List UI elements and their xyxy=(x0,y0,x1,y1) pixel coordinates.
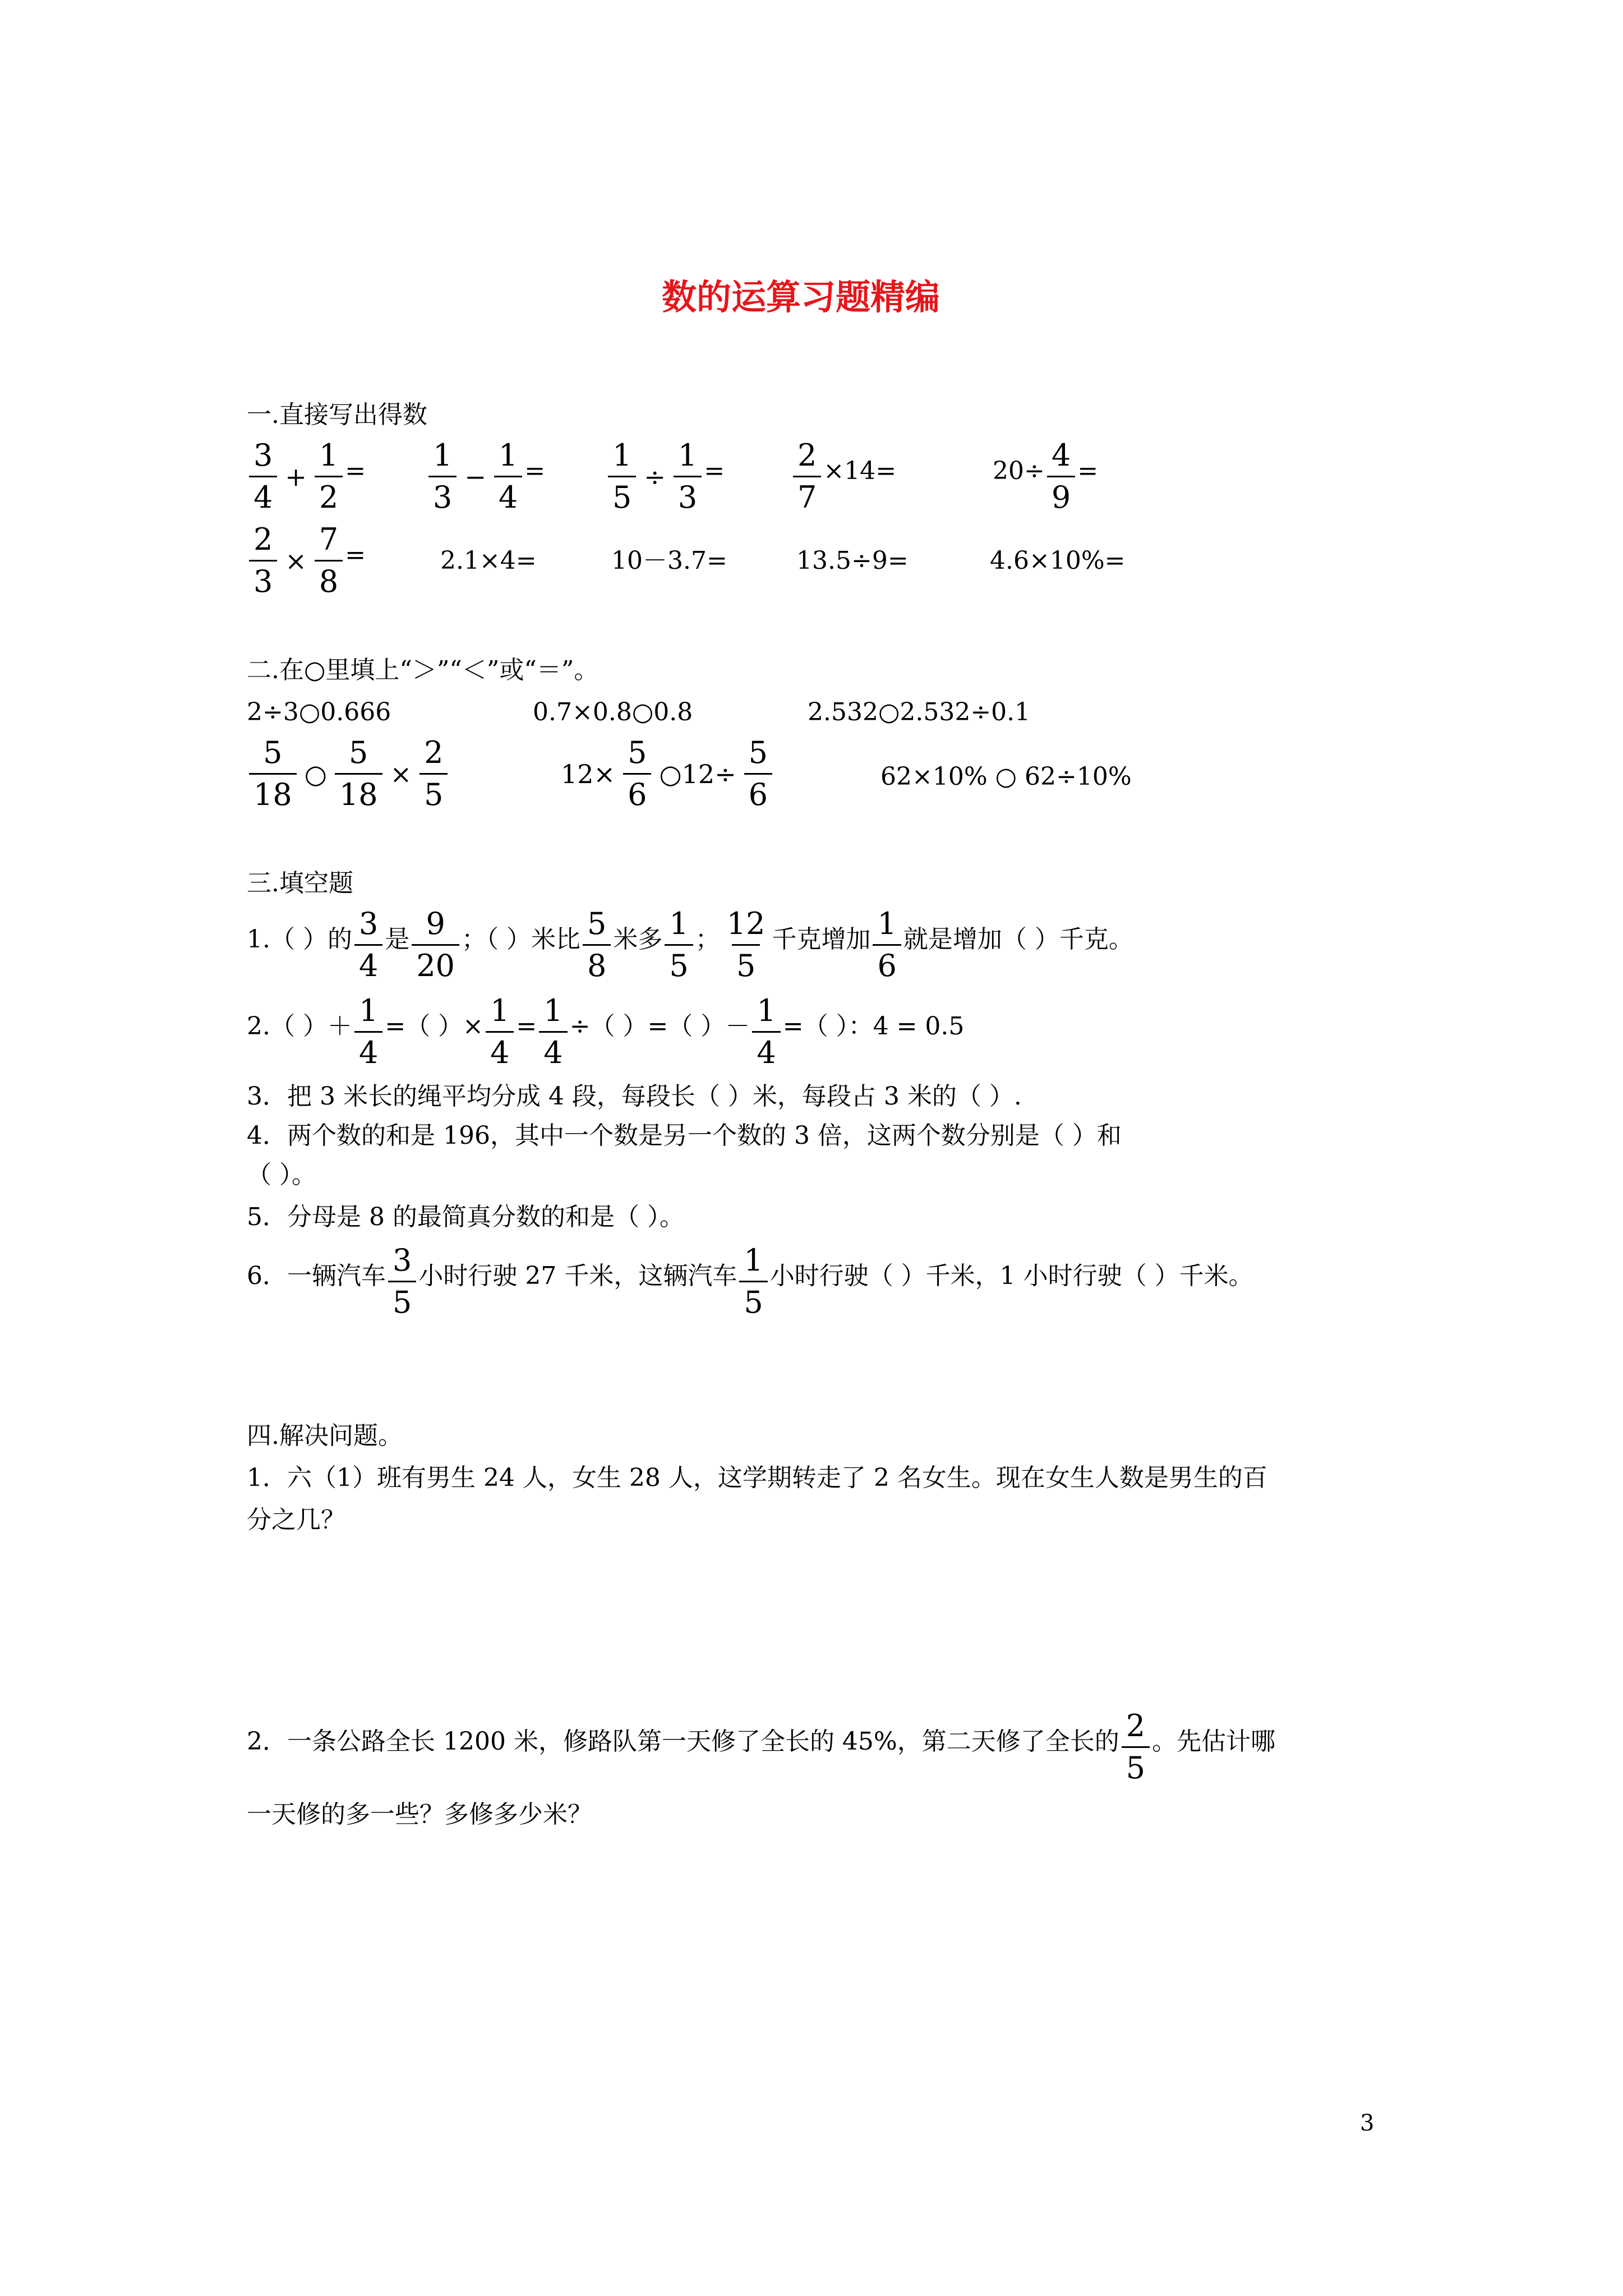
fill-question-4: 4．两个数的和是 196，其中一个数是另一个数的 3 倍，这两个数分别是（ ）和 xyxy=(247,1121,1122,1150)
question-text: 6．一辆汽车 xyxy=(247,1262,386,1290)
equals: = xyxy=(345,457,366,485)
question-text: ； xyxy=(695,925,720,954)
calc-item-5 xyxy=(993,438,1098,516)
expression-lead: 20÷ xyxy=(993,457,1045,485)
problem-1: 1．六（1）班有男生 24 人，女生 28 人，这学期转走了 2 名女生。现在女生人数是男生的百 xyxy=(247,1464,1267,1492)
operator: × xyxy=(285,545,307,576)
operator: − xyxy=(464,461,486,492)
fill-question-5: 5．分母是 8 的最简真分数的和是（ ）。 xyxy=(247,1203,684,1231)
question-text: 小时行驶 27 千米，这辆汽车 xyxy=(418,1262,737,1290)
section-1-heading: 一.直接写出得数 xyxy=(247,401,427,429)
fraction: $\frac{5}{6}$ xyxy=(744,735,772,813)
fraction: $\frac{1}{3}$ xyxy=(428,438,457,516)
compare-item-6: 62×10% ○ 62÷10% xyxy=(880,762,1132,791)
fraction: $\frac{3}{4}$ xyxy=(354,906,382,984)
fraction: $\frac{7}{8}$ xyxy=(315,522,343,600)
section-3-heading: 三.填空题 xyxy=(247,869,353,898)
calc-item-1 xyxy=(247,438,366,516)
fill-question-2 xyxy=(247,993,964,1071)
fill-question-1 xyxy=(247,906,1133,984)
page-number: 3 xyxy=(1360,2110,1375,2136)
question-text: =（ ）：4 = 0.5 xyxy=(782,1012,965,1041)
question-text: 米多 xyxy=(613,925,663,954)
question-text: 千克增加 xyxy=(772,925,871,954)
fraction: $\frac{1}{4}$ xyxy=(494,438,522,516)
question-text: ；（ ）米比 xyxy=(462,925,581,954)
compare-item-4 xyxy=(247,735,450,813)
expression-lead: 12× xyxy=(561,758,616,789)
fill-question-4-cont: （ ）。 xyxy=(247,1161,316,1189)
operator: × xyxy=(390,758,412,789)
fraction: $\frac{3}{4}$ xyxy=(249,438,277,516)
fraction: $\frac{1}{5}$ xyxy=(608,438,636,516)
fraction: $\frac{2}{5}$ xyxy=(1122,1708,1150,1786)
question-text: = xyxy=(516,1012,537,1041)
question-text: =（ ）× xyxy=(385,1012,484,1041)
fill-question-3: 3．把 3 米长的绳平均分成 4 段，每段长（ ）米，每段占 3 米的（ ）. xyxy=(247,1082,1022,1111)
calc-item-4 xyxy=(791,438,896,516)
fill-question-6 xyxy=(247,1243,1253,1320)
compare-item-2: 0.7×0.8○0.8 xyxy=(533,698,693,726)
expression-tail: ×14= xyxy=(823,457,897,485)
compare-circle[interactable]: ○12÷ xyxy=(659,758,736,789)
problem-2-cont: 一天修的多一些？多修多少米？ xyxy=(247,1800,592,1829)
compare-item-5 xyxy=(555,735,774,813)
fraction: $\frac{5}{18}$ xyxy=(249,735,297,813)
fraction: $\frac{1}{4}$ xyxy=(752,993,780,1071)
operator: + xyxy=(285,461,307,492)
fraction: $\frac{1}{5}$ xyxy=(665,906,693,984)
fraction: $\frac{1}{4}$ xyxy=(354,993,382,1071)
section-4-heading: 四.解决问题。 xyxy=(247,1421,403,1450)
question-text: 。先估计哪 xyxy=(1152,1727,1276,1756)
calc-item-10: 4.6×10%= xyxy=(990,546,1126,575)
fraction: $\frac{4}{9}$ xyxy=(1047,438,1075,516)
calc-item-6 xyxy=(247,522,366,600)
fraction: $\frac{5}{8}$ xyxy=(583,906,611,984)
question-text: 小时行驶（ ）千米，1 小时行驶（ ）千米。 xyxy=(769,1262,1253,1290)
equals: = xyxy=(345,541,366,569)
fraction: $\frac{1}{6}$ xyxy=(873,906,901,984)
calc-item-3 xyxy=(606,438,725,516)
compare-item-3: 2.532○2.532÷0.1 xyxy=(808,698,1031,726)
fraction: $\frac{3}{5}$ xyxy=(388,1243,416,1320)
fraction: $\frac{5}{6}$ xyxy=(623,735,651,813)
question-text: 就是增加（ ）千克。 xyxy=(903,925,1133,954)
equals: = xyxy=(524,457,546,485)
fraction: $\frac{9}{20}$ xyxy=(412,906,459,984)
fraction: $\frac{5}{18}$ xyxy=(335,735,382,813)
calc-item-9: 13.5÷9= xyxy=(796,546,909,575)
equals: = xyxy=(1077,457,1099,485)
calc-item-2 xyxy=(426,438,545,516)
fraction: $\frac{12}{5}$ xyxy=(726,906,766,983)
operator: ÷ xyxy=(644,461,666,492)
fraction: $\frac{1}{3}$ xyxy=(674,438,702,516)
fraction: $\frac{1}{2}$ xyxy=(315,438,343,516)
fraction: $\frac{1}{4}$ xyxy=(486,993,514,1071)
compare-item-1: 2÷3○0.666 xyxy=(247,698,391,726)
question-text: 是 xyxy=(385,925,410,954)
question-text: 1.（ ）的 xyxy=(247,925,352,954)
fraction: $\frac{2}{5}$ xyxy=(419,735,448,813)
section-2-heading: 二.在○里填上“＞”“＜”或“＝”。 xyxy=(247,656,599,684)
fraction: $\frac{2}{3}$ xyxy=(249,522,277,600)
equals: = xyxy=(704,457,725,485)
calc-item-7: 2.1×4= xyxy=(440,546,537,575)
compare-circle[interactable]: ○ xyxy=(304,758,327,789)
problem-1-cont: 分之几？ xyxy=(247,1506,345,1534)
fraction: $\frac{2}{7}$ xyxy=(793,438,821,516)
problem-2 xyxy=(247,1708,1275,1786)
fraction: $\frac{1}{5}$ xyxy=(739,1243,767,1320)
calc-item-8: 10－3.7= xyxy=(611,546,727,575)
question-text: 2.（ ）＋ xyxy=(247,1012,352,1041)
question-text: ÷（ ）=（ ）－ xyxy=(569,1012,750,1041)
fraction: $\frac{1}{4}$ xyxy=(539,993,567,1071)
page-title: 数的运算习题精编 xyxy=(662,277,940,318)
question-text: 2．一条公路全长 1200 米，修路队第一天修了全长的 45%，第二天修了全长的 xyxy=(247,1727,1119,1756)
